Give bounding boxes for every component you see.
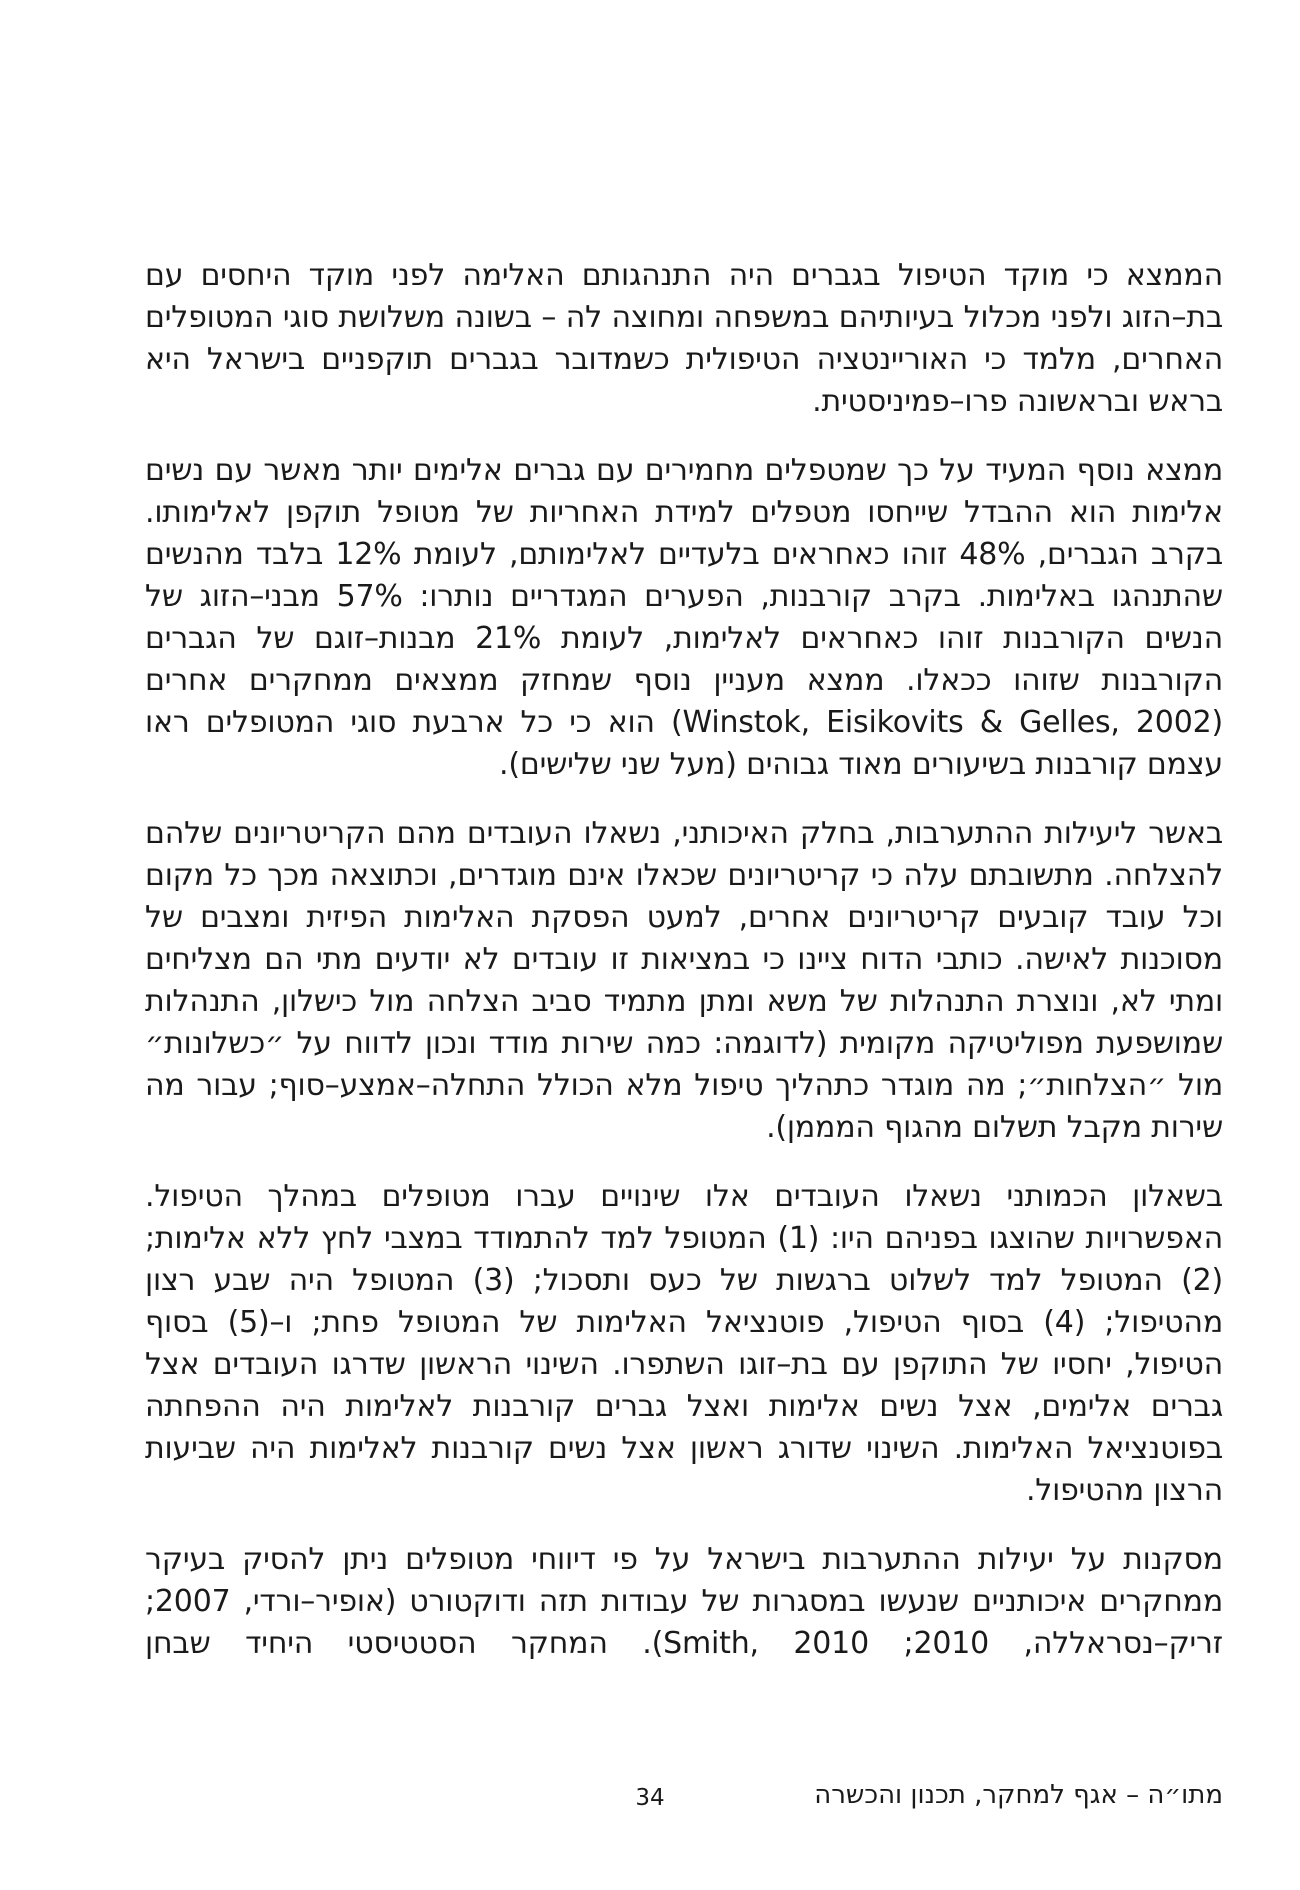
page-number: 34 — [635, 1785, 665, 1811]
paragraph-conclusions: מסקנות על יעילות ההתערבות בישראל על פי דיווחי מטופלים ניתן להסיק בעיקר ממחקרים איכותניים שנעשו במסגרות של עבודות תזה ודוקטורט (אופיר–ורדי, 2007; זריק–נסראללה, 2010; Smith, 2010). המחקר הסטטיסטי היחיד שבחן — [145, 1542, 1223, 1661]
paragraph-treatment-focus: הממצא כי מוקד הטיפול בגברים היה התנהגותם האלימה לפני מוקד היחסים עם בת–הזוג ולפני מכלול בעיותיהם במשפחה ומחוצה לה – בשונה משלושת סוגי המטופלים האחרים, מלמד כי האוריינטציה הטיפולית כשמדובר בגברים תוקפניים בישראל היא בראש ובראשונה פרו–פמיניסטית. — [145, 258, 1223, 419]
body-text — [145, 255, 1223, 1665]
page-footer — [77, 1778, 1223, 1820]
paragraph-responsibility-findings: ממצא נוסף המעיד על כך שמטפלים מחמירים עם גברים אלימים יותר מאשר עם נשים אלימות הוא ההבדל שייחסו מטפלים למידת האחריות של מטופל תוקפן לאלימותו. בקרב הגברים, 48% זוהו כאחראים בלעדיים לאלימותם, לעומת 12% בלבד מהנשים שהתנהגו באלימות. בקרב קורבנות, הפערים המגדריים נותרו: 57% מבני–הזוג של הנשים הקורבנות זוהו כאחראים לאלימות, לעומת 21% מבנות–זוגם של הגברים הקורבנות שזוהו ככאלו. ממצא מעניין נוסף שמחזק ממצאים ממחקרים אחרים (Winstok, Eisikovits & Gelles, 2002) הוא כי כל ארבעת סוגי המטופלים ראו עצמם קורבנות בשיעורים מאוד גבוהים (מעל שני שלישים). — [145, 453, 1223, 782]
paragraph-quantitative-questionnaire: בשאלון הכמותני נשאלו העובדים אלו שינויים עברו מטופלים במהלך הטיפול. האפשרויות שהוצגו בפניהם היו: (1) המטופל למד להתמודד במצבי לחץ ללא אלימות; (2) המטופל למד לשלוט ברגשות של כעס ותסכול; (3) המטופל היה שבע רצון מהטיפול; (4) בסוף הטיפול, פוטנציאל האלימות של המטופל פחת; ו–(5) בסוף הטיפול, יחסיו של התוקפן עם בת–זוגו השתפרו. השינוי הראשון שדרגו העובדים אצל גברים אלימים, אצל נשים אלימות ואצל גברים קורבנות לאלימות היה ההפחתה בפוטנציאל האלימות. השינוי שדורג ראשון אצל נשים קורבנות לאלימות היה שביעות הרצון מהטיפול. — [145, 1179, 1224, 1508]
paragraph-intervention-effectiveness-qualitative: באשר ליעילות ההתערבות, בחלק האיכותני, נשאלו העובדים מהם הקריטריונים שלהם להצלחה. מתשובתם עלה כי קריטריונים שכאלו אינם מוגדרים, וכתוצאה מכך כל מקום וכל עובד קובעים קריטריונים אחרים, למעט הפסקת האלימות הפיזית ומצבים של מסוכנות לאישה. כותבי הדוח ציינו כי במציאות זו עובדים לא יודעים מתי הם מצליחים ומתי לא, ונוצרת התנהלות של משא ומתן מתמיד סביב הצלחה מול כישלון, התנהלות שמושפעת מפוליטיקה מקומית (לדוגמה: כמה שירות מודד ונכון לדווח על ״כשלונות״ מול ״הצלחות״; מה מוגדר כתהליך טיפול מלא הכולל התחלה–אמצע–סוף; עבור מה שירות מקבל תשלום מהגוף המממן). — [145, 816, 1223, 1145]
footer-department-label: מתו״ה – אגף למחקר, תכנון והכשרה — [814, 1780, 1223, 1810]
